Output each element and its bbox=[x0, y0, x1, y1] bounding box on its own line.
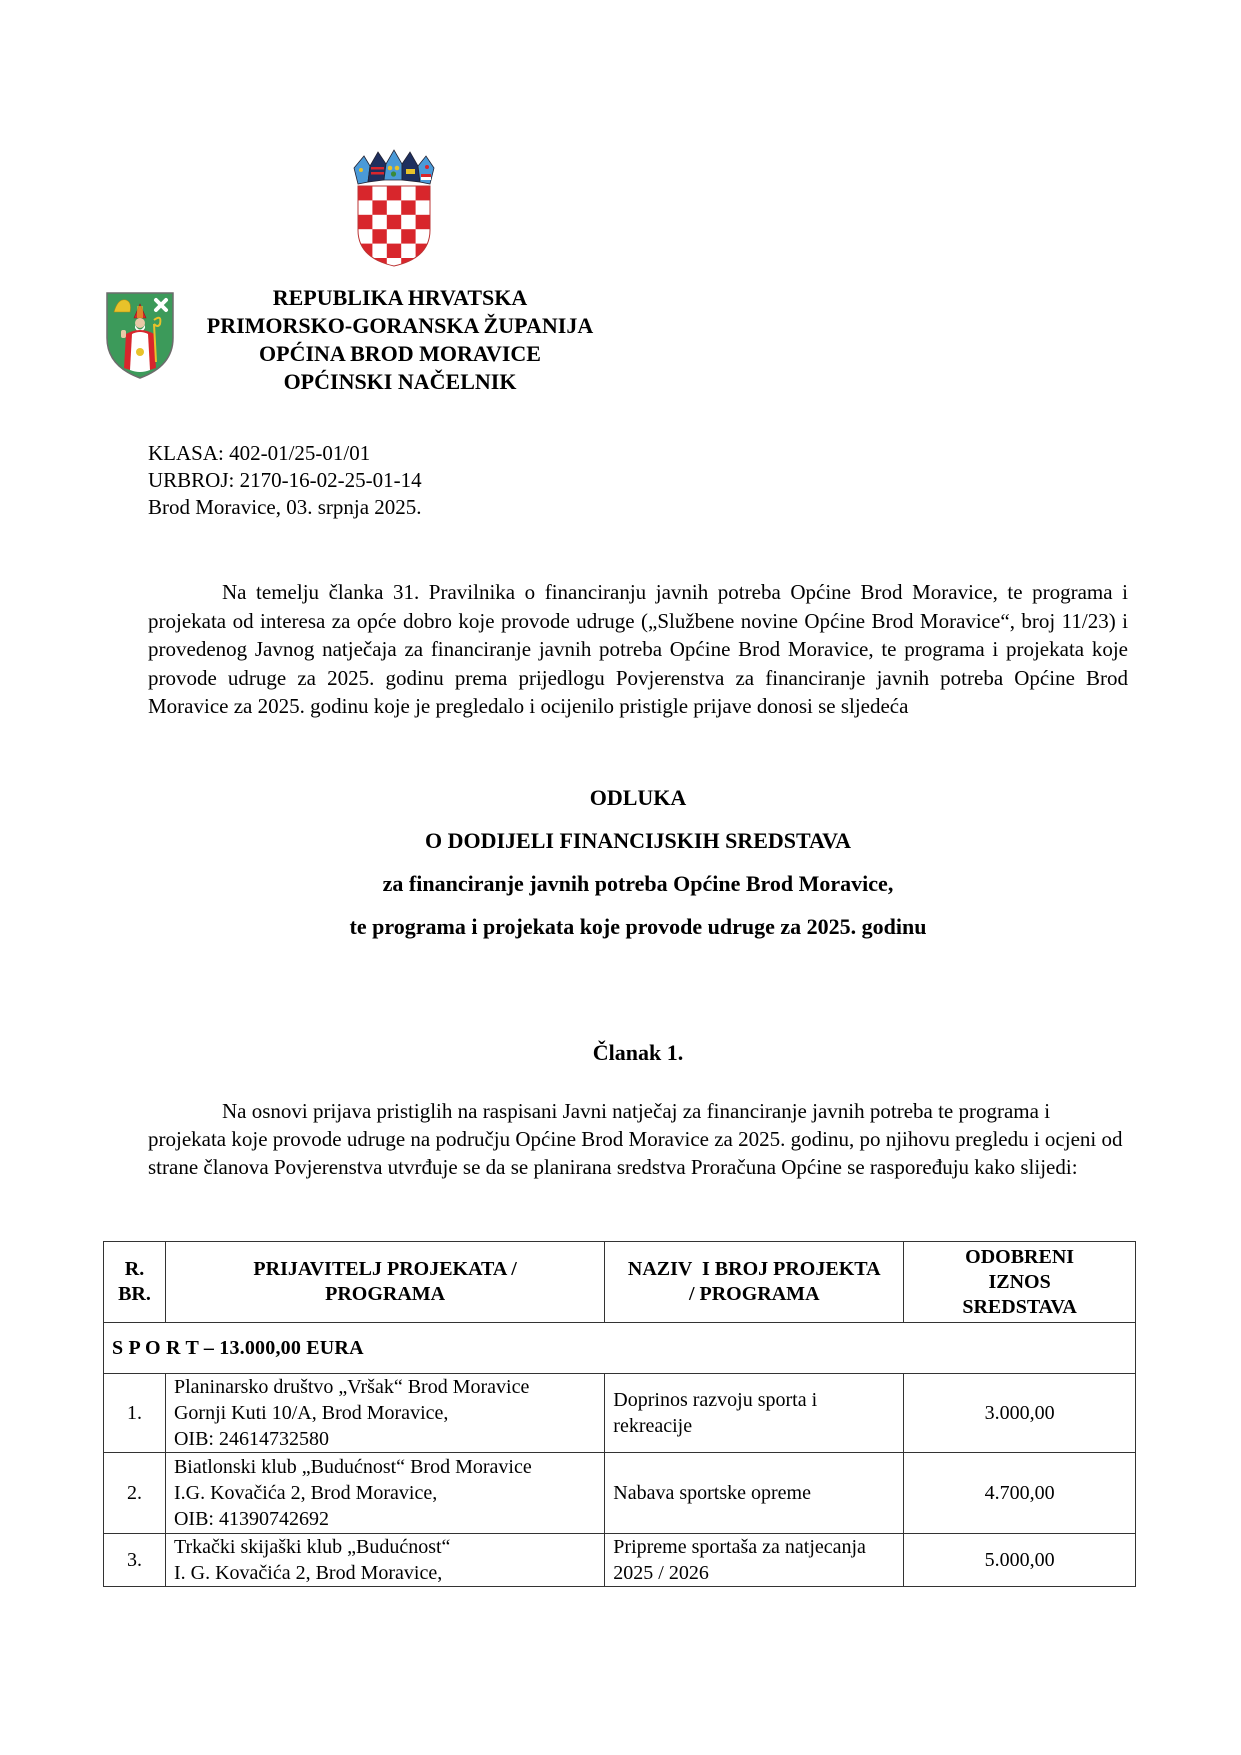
col-header-amount: ODOBRENI IZNOS SREDSTAVA bbox=[904, 1242, 1136, 1323]
row-project: Nabava sportske opreme bbox=[605, 1453, 904, 1534]
article-heading: Članak 1. bbox=[592, 1040, 684, 1065]
intro-text: Na temelju članka 31. Pravilnika o financiranju javnih potreba Općine Brod Moravice, te programa i projekata od interesa za opće dobro koje provode udruge („Službene novine Općine Brod Moravice“, broj 11/23) i provedenog Javnog natječaja za financiranje javnih potreba Općine Brod Moravice, te programa i projekata koje provode udruge za 2025. godinu prema prijedlogu Povjerenstva za financiranje javnih potreba Općine Brod Moravice za 2025. godinu koje je pregledalo i ocijenilo pristigle prijave donosi se sljedeća bbox=[148, 580, 1128, 718]
grants-table bbox=[103, 1241, 1136, 1587]
document-reference bbox=[148, 440, 422, 521]
row-applicant: Biatlonski klub „Budućnost“ Brod Moravice I.G. Kovačića 2, Brod Moravice, OIB: 41390742692 bbox=[165, 1453, 604, 1534]
row-amount: 5.000,00 bbox=[904, 1534, 1136, 1587]
row-applicant: Planinarsko društvo „Vršak“ Brod Moravice Gornji Kuti 10/A, Brod Moravice, OIB: 24614732580 bbox=[165, 1374, 604, 1453]
table-row bbox=[104, 1374, 1136, 1453]
row-amount: 3.000,00 bbox=[904, 1374, 1136, 1453]
header-county: PRIMORSKO-GORANSKA ŽUPANIJA bbox=[206, 313, 594, 338]
row-number: 3. bbox=[104, 1534, 166, 1587]
header-country: REPUBLIKA HRVATSKA bbox=[272, 285, 528, 310]
row-project: Pripreme sportaša za natjecanja 2025 / 2026 bbox=[605, 1534, 904, 1587]
col-header-number: R. BR. bbox=[104, 1242, 166, 1323]
brod-moravice-coat-of-arms-icon bbox=[104, 290, 176, 380]
row-applicant: Trkački skijaški klub „Budućnost“ I. G. Kovačića 2, Brod Moravice, bbox=[165, 1534, 604, 1587]
article-text: Na osnovi prijava pristiglih na raspisani Javni natječaj za financiranje javnih potreba te programa i projekata koje provode udruge na području Općine Brod Moravice za 2025. godinu, po njihovu pregledu i ocjeni od strane članova Povjerenstva utvrđuje se da se planirana sredstva Proračuna Općine se raspoređuju kako slijedi: bbox=[148, 1099, 1123, 1179]
col-header-project: NAZIV I BROJ PROJEKTA / PROGRAMA bbox=[605, 1242, 904, 1323]
urbroj: URBROJ: 2170-16-02-25-01-14 bbox=[148, 468, 422, 492]
crest-checkerboard bbox=[358, 186, 430, 268]
row-amount: 4.700,00 bbox=[904, 1453, 1136, 1534]
row-number: 2. bbox=[104, 1453, 166, 1534]
decision-subtitle-line4: te programa i projekata koje provode udruge za 2025. godinu bbox=[349, 914, 927, 939]
decision-title: ODLUKA bbox=[589, 785, 687, 810]
header-municipality: OPĆINA BROD MORAVICE bbox=[259, 341, 541, 366]
crest-crown bbox=[354, 150, 434, 184]
article-paragraph bbox=[148, 1097, 1128, 1181]
row-project: Doprinos razvoju sporta i rekreacije bbox=[605, 1374, 904, 1453]
table-row bbox=[104, 1534, 1136, 1587]
place-date: Brod Moravice, 03. srpnja 2025. bbox=[148, 495, 422, 519]
intro-paragraph bbox=[148, 578, 1128, 721]
klasa: KLASA: 402-01/25-01/01 bbox=[148, 441, 371, 465]
croatia-coat-of-arms-icon bbox=[352, 148, 436, 268]
section-label: S P O R T – 13.000,00 EURA bbox=[104, 1323, 1136, 1374]
decision-subtitle: O DODIJELI FINANCIJSKIH SREDSTAVA bbox=[424, 828, 852, 853]
header-office: OPĆINSKI NAČELNIK bbox=[283, 369, 517, 394]
row-number: 1. bbox=[104, 1374, 166, 1453]
issuer-header bbox=[180, 284, 620, 396]
col-header-applicant: PRIJAVITELJ PROJEKATA / PROGRAMA bbox=[165, 1242, 604, 1323]
decision-subtitle-line3: za financiranje javnih potreba Općine Brod Moravice, bbox=[382, 871, 894, 896]
table-header-row bbox=[104, 1242, 1136, 1323]
table-row bbox=[104, 1453, 1136, 1534]
section-row-sport bbox=[104, 1323, 1136, 1374]
